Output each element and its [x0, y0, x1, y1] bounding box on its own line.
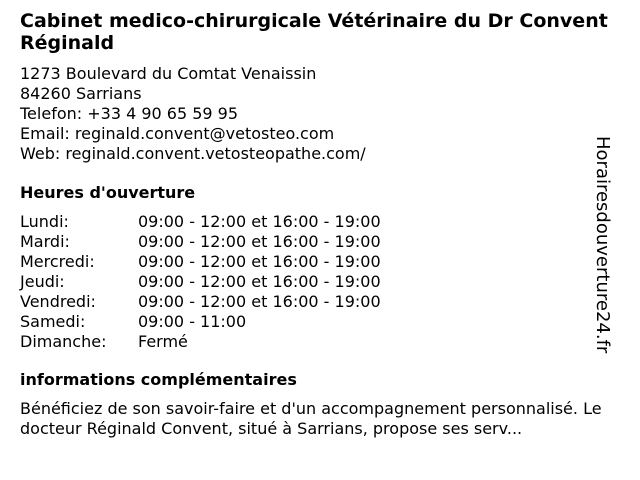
day-hours: 09:00 - 12:00 et 16:00 - 19:00 — [138, 272, 381, 291]
brand-watermark: Horairesdouverture24.fr — [592, 136, 613, 354]
day-label: Dimanche: — [20, 332, 107, 351]
day-hours: 09:00 - 11:00 — [138, 312, 247, 331]
hours-row-mardi — [20, 232, 381, 252]
hours-row-jeudi — [20, 272, 381, 292]
day-label: Lundi: — [20, 212, 69, 231]
info-heading: informations complémentaires — [20, 370, 297, 389]
day-hours: 09:00 - 12:00 et 16:00 - 19:00 — [138, 292, 381, 311]
address-street: 1273 Boulevard du Comtat Venaissin — [20, 64, 317, 83]
hours-table — [20, 212, 381, 352]
hours-row-samedi — [20, 312, 381, 332]
info-description: Bénéficiez de son savoir-faire et d'un accompagnement personnalisé. Le docteur Réginald Convent, situé à Sarrians, propose ses serv... — [20, 399, 602, 438]
email-line[interactable]: Email: reginald.convent@vetosteo.com — [20, 124, 335, 143]
contact-block — [20, 64, 620, 164]
address-city: 84260 Sarrians — [20, 84, 142, 103]
hours-row-lundi — [20, 212, 381, 232]
clinic-card — [20, 10, 620, 439]
hours-heading: Heures d'ouverture — [20, 183, 196, 202]
day-label: Samedi: — [20, 312, 86, 331]
hours-row-vendredi — [20, 292, 381, 312]
hours-row-dimanche — [20, 332, 381, 352]
hours-row-mercredi — [20, 252, 381, 272]
clinic-title: Cabinet medico-chirurgicale Vétérinaire du Dr Convent Réginald — [20, 10, 608, 54]
web-line[interactable]: Web: reginald.convent.vetosteopathe.com/ — [20, 144, 366, 163]
day-label: Vendredi: — [20, 292, 96, 311]
day-hours: Fermé — [138, 332, 188, 351]
phone-line[interactable]: Telefon: +33 4 90 65 59 95 — [20, 104, 239, 123]
day-label: Mercredi: — [20, 252, 95, 271]
day-hours: 09:00 - 12:00 et 16:00 - 19:00 — [138, 232, 381, 251]
day-hours: 09:00 - 12:00 et 16:00 - 19:00 — [138, 252, 381, 271]
day-label: Mardi: — [20, 232, 70, 251]
day-hours: 09:00 - 12:00 et 16:00 - 19:00 — [138, 212, 381, 231]
day-label: Jeudi: — [20, 272, 65, 291]
